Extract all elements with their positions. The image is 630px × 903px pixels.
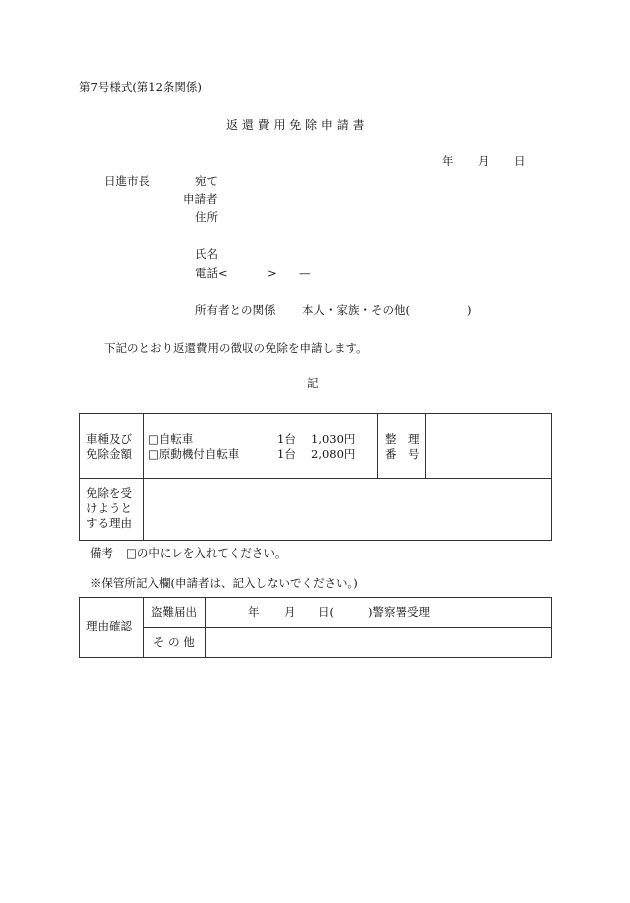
vehicle-header-line2: 免除金額 xyxy=(86,447,132,461)
statement-text: 下記のとおり返還費用の徴収の免除を申請します。 xyxy=(104,341,368,355)
theft-year-label: 年 xyxy=(248,605,260,619)
theft-day-label: 日( xyxy=(318,605,334,619)
addressee-mayor: 日進市長 xyxy=(104,174,150,188)
phone-close: > xyxy=(267,266,277,280)
bicycle-amount: 1,030円 xyxy=(311,432,356,446)
seiri-label-line1: 整 理 xyxy=(385,432,420,446)
table1-row-divider xyxy=(79,478,552,479)
table2-row-divider xyxy=(143,627,552,628)
date-year-label: 年 xyxy=(442,154,454,168)
bicycle-checkbox-label[interactable]: □自転車 xyxy=(148,432,194,446)
office-note: ※保管所記入欄(申請者は、記入しないでください。) xyxy=(90,576,358,590)
seiri-label-line2: 番 号 xyxy=(385,447,420,461)
page-title: 返 還 費 用 免 除 申 請 書 xyxy=(226,118,365,132)
reason-header-line1: 免除を受 xyxy=(86,486,132,500)
name-label: 氏名 xyxy=(195,247,218,261)
other-label: そ の 他 xyxy=(153,635,195,649)
moped-checkbox-label[interactable]: □原動機付自転車 xyxy=(148,447,240,461)
date-day-label: 日 xyxy=(514,154,526,168)
relation-label: 所有者との関係 xyxy=(195,303,276,317)
moped-amount: 2,080円 xyxy=(311,447,356,461)
relation-close: ) xyxy=(467,303,472,317)
table1-seiri-divider-left xyxy=(377,413,378,478)
reason-header-line2: けようと xyxy=(86,501,132,515)
phone-dash: — xyxy=(299,266,311,280)
applicant-heading: 申請者 xyxy=(183,192,218,206)
theft-month-label: 月 xyxy=(284,605,296,619)
ki-heading: 記 xyxy=(307,376,319,390)
addressee-suffix: 宛て xyxy=(195,174,218,188)
reason-header-line3: する理由 xyxy=(86,516,132,530)
theft-police-label: )警察署受理 xyxy=(368,605,430,619)
table1-seiri-divider-right xyxy=(425,413,426,478)
form-number: 第7号様式(第12条関係) xyxy=(79,80,202,94)
address-label: 住所 xyxy=(195,210,218,224)
moped-count: 1台 xyxy=(277,447,296,461)
table1-col-divider xyxy=(143,413,144,541)
date-month-label: 月 xyxy=(478,154,490,168)
relation-options: 本人・家族・その他( xyxy=(302,303,410,317)
remarks-text: □の中にレを入れてください。 xyxy=(126,546,287,560)
vehicle-header-line1: 車種及び xyxy=(86,432,132,446)
theft-report-label: 盗難届出 xyxy=(151,605,197,619)
bicycle-count: 1台 xyxy=(277,432,296,446)
phone-label: 電話< xyxy=(195,266,228,280)
reason-confirm-label: 理由確認 xyxy=(86,619,132,633)
remarks-label: 備考 xyxy=(90,546,113,560)
